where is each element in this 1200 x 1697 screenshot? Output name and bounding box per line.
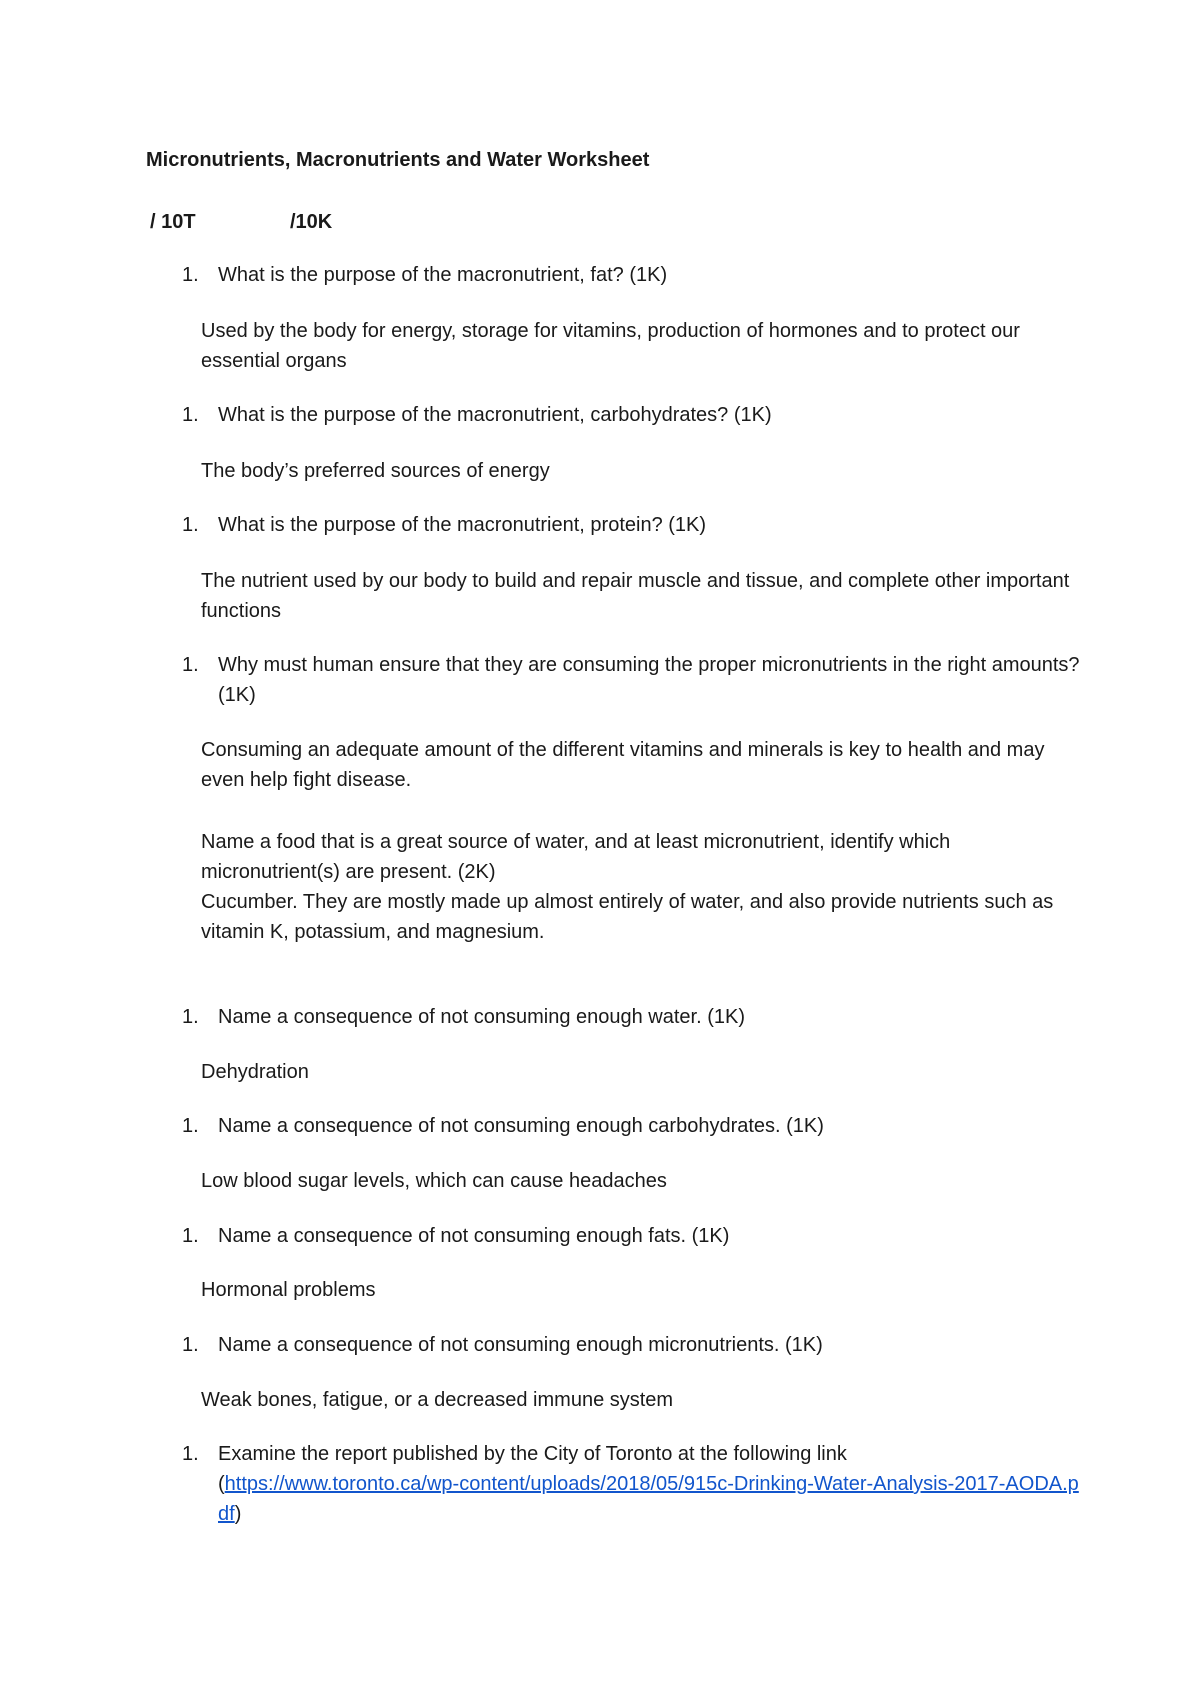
answer-fat (201, 316, 1081, 376)
question-carbohydrates-consequence (182, 1111, 1082, 1141)
answer-text: Dehydration (201, 1061, 309, 1083)
answer-carbohydrates (201, 456, 1081, 486)
worksheet-title: Micronutrients, Macronutrients and Water Worksheet (146, 149, 650, 171)
list-number: 1. (182, 1225, 199, 1247)
list-number: 1. (182, 1334, 199, 1356)
answer-carbohydrates-consequence (201, 1166, 1081, 1196)
list-number: 1. (182, 1006, 199, 1028)
question-text: Name a food that is a great source of water, and at least micronutrient, identify which micronutrient(s) are present. (2K) (201, 831, 951, 883)
thinking-score: / 10T (150, 211, 196, 233)
paren-open: ( (218, 1473, 225, 1495)
question-text: Name a consequence of not consuming enough micronutrients. (1K) (218, 1334, 823, 1356)
question-text: Name a consequence of not consuming enough water. (1K) (218, 1006, 745, 1028)
question-water-consequence (182, 1002, 1082, 1032)
list-number: 1. (182, 1443, 199, 1465)
answer-text: Cucumber. They are mostly made up almost entirely of water, and also provide nutrients such as vitamin K, potassium, and magnesium. (201, 891, 1054, 943)
question-micronutrients-amounts (182, 650, 1082, 710)
answer-text: The body’s preferred sources of energy (201, 460, 550, 482)
question-text: What is the purpose of the macronutrient, fat? (1K) (218, 264, 668, 286)
question-prefix: Examine the report published by the City of Toronto at the following link (218, 1443, 847, 1465)
list-number: 1. (182, 264, 199, 286)
answer-text: Low blood sugar levels, which can cause headaches (201, 1170, 667, 1192)
question-text: What is the purpose of the macronutrient, protein? (1K) (218, 514, 707, 536)
answer-text: Used by the body for energy, storage for vitamins, production of hormones and to protect our essential organs (201, 320, 1020, 372)
list-number: 1. (182, 654, 199, 676)
paren-close: ) (234, 1503, 242, 1525)
question-protein (182, 510, 1082, 540)
question-fats-consequence (182, 1221, 1082, 1251)
list-number: 1. (182, 404, 199, 426)
question-micronutrients-consequence (182, 1330, 1082, 1360)
answer-micronutrients-consequence (201, 1385, 1081, 1415)
answer-text: Consuming an adequate amount of the different vitamins and minerals is key to health and may even help fight disease. (201, 739, 1045, 791)
answer-protein (201, 566, 1081, 626)
question-text: Name a consequence of not consuming enough carbohydrates. (1K) (218, 1115, 824, 1137)
answer-text: Hormonal problems (201, 1279, 376, 1301)
list-number: 1. (182, 1115, 199, 1137)
question-text: Name a consequence of not consuming enough fats. (1K) (218, 1225, 730, 1247)
answer-micronutrients-amounts (201, 735, 1081, 795)
question-fat (182, 260, 1082, 290)
report-link[interactable]: https://www.toronto.ca/wp-content/uploads/2018/05/915c-Drinking-Water-Analysis-2017-AODA.pdf (218, 1473, 1079, 1525)
question-text: Why must human ensure that they are consuming the proper micronutrients in the right amounts? (1K) (218, 654, 1080, 706)
list-number: 1. (182, 514, 199, 536)
question-text: What is the purpose of the macronutrient, carbohydrates? (1K) (218, 404, 772, 426)
question-water-food (201, 827, 1081, 947)
answer-text: Weak bones, fatigue, or a decreased immune system (201, 1389, 674, 1411)
question-text (218, 1439, 1082, 1529)
answer-water-consequence (201, 1057, 1081, 1087)
question-toronto-report (182, 1439, 1082, 1529)
question-carbohydrates (182, 400, 1082, 430)
answer-text: The nutrient used by our body to build and repair muscle and tissue, and complete other important functions (201, 570, 1070, 622)
answer-fats-consequence (201, 1275, 1081, 1305)
knowledge-score: /10K (290, 211, 333, 233)
